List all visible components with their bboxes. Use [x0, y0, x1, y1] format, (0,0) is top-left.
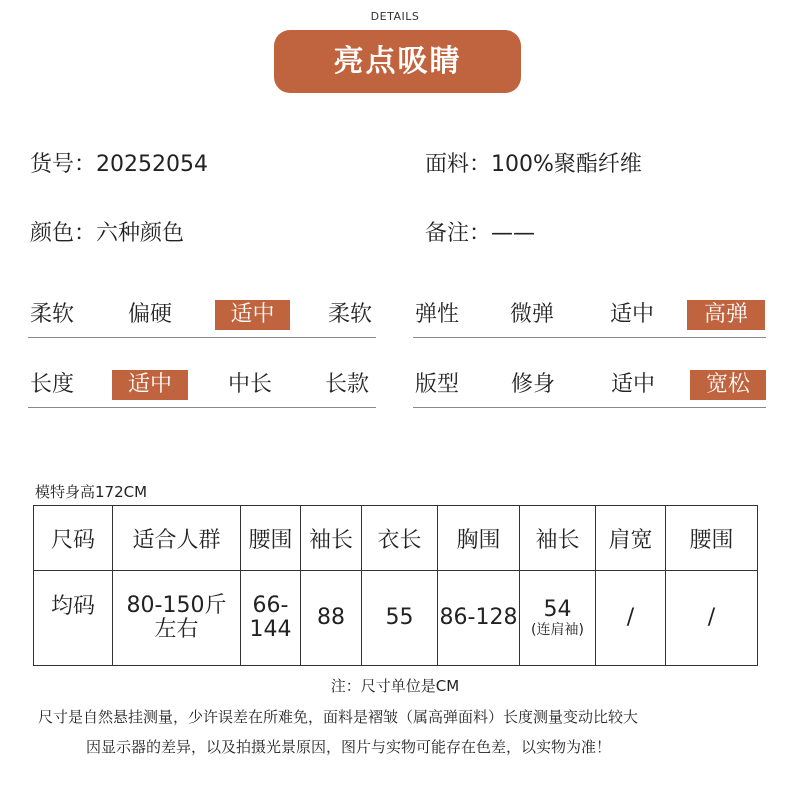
cell-waist: 66-144: [241, 571, 301, 666]
elasticity-option-medium: 适中: [610, 302, 655, 327]
softness-row: [28, 298, 376, 338]
header-size: 尺码: [34, 506, 113, 571]
cell-length: 55: [362, 571, 438, 666]
header-fit-group: 适合人群: [113, 506, 241, 571]
elasticity-option-slight: 微弹: [510, 302, 555, 327]
cell-size: 均码: [34, 571, 113, 666]
softness-label: 柔软: [30, 302, 75, 327]
softness-option-medium-selected: 适中: [215, 300, 290, 330]
fit-option-loose-selected: 宽松: [690, 370, 766, 400]
length-option-medium-selected: 适中: [112, 370, 188, 400]
length-option-long: 长款: [325, 372, 370, 397]
cell-sleeve2-note: (连肩袖): [531, 622, 584, 638]
color-difference-note: 因显示器的差异，以及拍摄光景原因，图片与实物可能存在色差，以实物为准！: [86, 738, 612, 756]
header-waist-2: 腰围: [666, 506, 758, 571]
cell-waist-2: /: [666, 571, 758, 666]
header-waist: 腰围: [241, 506, 301, 571]
unit-note: 注：尺寸单位是CM: [330, 677, 460, 695]
length-row: [28, 368, 376, 408]
header-shoulder: 肩宽: [596, 506, 666, 571]
length-option-mid-long: 中长: [228, 372, 273, 397]
cell-sleeve: 88: [301, 571, 362, 666]
cell-fit-group: [113, 571, 241, 666]
details-label: DETAILS: [370, 10, 420, 23]
length-label: 长度: [30, 372, 75, 397]
softness-option-hard: 偏硬: [128, 302, 173, 327]
remark-info: 备注：——: [425, 221, 536, 246]
cell-fit-line2: 左右: [154, 617, 199, 642]
section-title-banner: 亮点吸睛: [274, 30, 521, 93]
size-table-header-row: [34, 506, 758, 571]
elasticity-label: 弹性: [415, 302, 460, 327]
header-sleeve-2: 袖长: [520, 506, 596, 571]
color-info: 颜色：六种颜色: [30, 221, 185, 246]
elasticity-row: [413, 298, 766, 338]
item-number: 货号：20252054: [30, 152, 208, 177]
header-chest: 胸围: [438, 506, 520, 571]
elasticity-option-high-selected: 高弹: [687, 300, 765, 330]
fit-option-slim: 修身: [511, 372, 556, 397]
cell-chest: 86-128: [438, 571, 520, 666]
fit-row: [413, 368, 766, 408]
header-length: 衣长: [362, 506, 438, 571]
fit-option-medium: 适中: [611, 372, 656, 397]
model-height-note: 模特身高172CM: [35, 483, 148, 501]
cell-fit-line1: 80-150斤: [126, 593, 227, 618]
header-sleeve: 袖长: [301, 506, 362, 571]
cell-sleeve-2: [520, 571, 596, 666]
table-row: [34, 571, 758, 666]
fit-label: 版型: [415, 372, 460, 397]
softness-option-soft: 柔软: [328, 302, 373, 327]
size-table: [33, 505, 758, 666]
fabric-info: 面料：100%聚酯纤维: [425, 152, 642, 177]
cell-shoulder: /: [596, 571, 666, 666]
measurement-note: 尺寸是自然悬挂测量，少许误差在所难免，面料是褶皱（属高弹面料）长度测量变动比较大: [38, 708, 639, 726]
cell-sleeve2-value: 54: [543, 597, 572, 622]
